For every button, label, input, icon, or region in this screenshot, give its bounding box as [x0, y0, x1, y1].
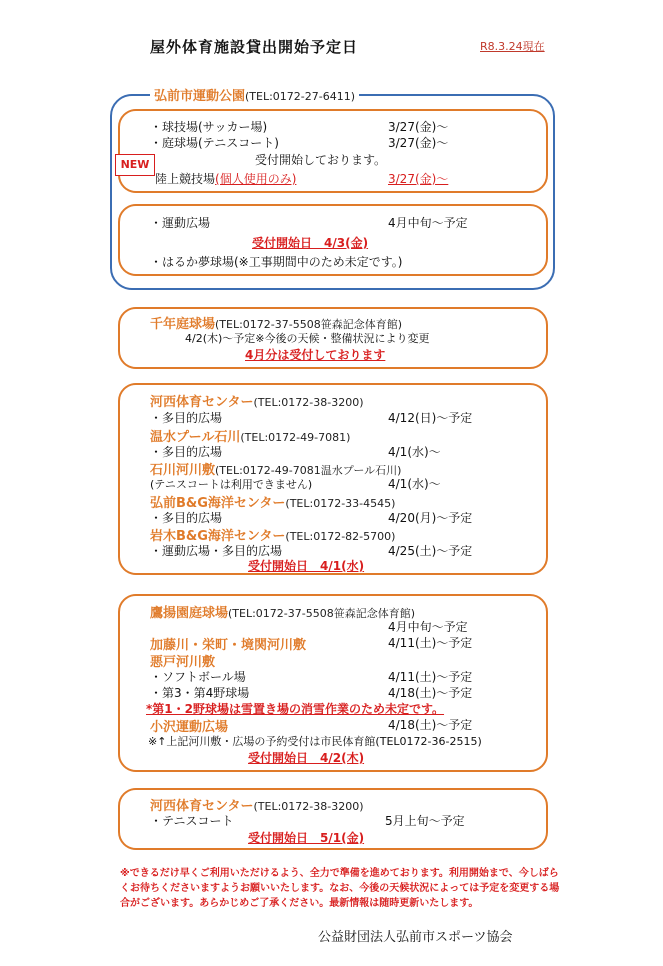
organization-name: 公益財団法人弘前市スポーツ協会 — [318, 930, 513, 945]
row-date: 4月中旬～予定 — [388, 216, 468, 230]
row-date: 4/12(日)～予定 — [388, 411, 473, 425]
facility-name: 岩木B&G海洋センター — [150, 529, 286, 544]
facility-name: 弘前B&G海洋センター — [150, 496, 286, 511]
section-header — [150, 602, 415, 621]
info-note: ※↑上記河川敷・広場の予約受付は市民体育館(TEL0172-36-2515) — [148, 735, 482, 748]
row-date: 3/27(金)～ — [388, 136, 449, 150]
row-label: ・庭球場(テニスコート) — [150, 136, 279, 150]
tel-number: (TEL:0172-38-3200) — [253, 396, 364, 409]
footnote: ※できるだけ早くご利用いただけるよう、全力で準備を進めております。利用開始まで、今しばらくお待ちくださいますようお願いいたします。なお、今後の天候状況によっては予定を変更する場合がございます。あらかじめご了承ください。最新情報は随時更新いたします。 — [120, 868, 560, 909]
section-header — [150, 391, 364, 410]
row-label — [155, 170, 296, 187]
row-date: 4/11(土)～予定 — [388, 670, 473, 684]
facility-name: 弘前市運動公園 — [154, 89, 246, 104]
tel-number: (TEL:0172-49-7081) — [240, 431, 351, 444]
row-label: ・第3・第4野球場 — [150, 686, 250, 700]
page-title: 屋外体育施設貸出開始予定日 — [150, 38, 359, 56]
usage-note: (個人使用のみ) — [215, 172, 297, 186]
row-date: 4/1(水)～ — [388, 477, 441, 491]
row-note: 受付開始しております。 — [255, 153, 387, 167]
tel-number: (TEL:0172-33-4545) — [285, 497, 396, 510]
facility-name: 温水プール石川 — [150, 430, 241, 445]
row-date: 4/2(木)～予定※今後の天候・整備状況により変更 — [185, 332, 430, 345]
row-date: 4/25(土)～予定 — [388, 544, 473, 558]
row-date: 4/18(土)～予定 — [388, 686, 473, 700]
facility-name: 河西体育センター — [150, 395, 254, 410]
row-date: 4/20(月)～予定 — [388, 511, 473, 525]
as-of-date: R8.3.24現在 — [480, 40, 545, 53]
facility-name: 千年庭球場 — [150, 317, 216, 332]
facility-name: 小沢運動広場 — [150, 720, 229, 735]
row-date: 4/1(水)～ — [388, 445, 441, 459]
reception-start: 4月分は受付しております — [245, 348, 386, 362]
tel-number: (TEL:0172-38-3200) — [253, 800, 364, 813]
reception-start: 受付開始日 4/1(水) — [248, 559, 365, 573]
facility-name: 鷹揚園庭球場 — [150, 606, 229, 621]
row-label: ・運動広場 — [150, 216, 211, 230]
row-label: ・多目的広場 — [150, 511, 223, 525]
reception-start: 受付開始日 4/3(金) — [252, 236, 369, 250]
row-date: 3/27(金)～ — [388, 172, 449, 186]
tel-number: (TEL:0172-37-5508笹森記念体育館) — [215, 318, 403, 331]
facility-name: 石川河川敷 — [150, 463, 216, 478]
row-date: 4月中旬～予定 — [388, 620, 468, 634]
facility-name: 加藤川・栄町・境関河川敷 — [150, 638, 307, 653]
facility-label: 陸上競技場 — [155, 172, 216, 186]
tel-number: (TEL:0172-49-7081温水プール石川) — [215, 464, 402, 477]
row-date: 3/27(金)～ — [388, 120, 449, 134]
tel-number: (TEL:0172-82-5700) — [285, 530, 396, 543]
row-label: ・球技場(サッカー場) — [150, 120, 268, 134]
tel-number: (TEL:0172-27-6411) — [245, 90, 356, 103]
row-date: 5月上旬～予定 — [385, 814, 465, 828]
new-badge: NEW — [115, 154, 155, 176]
row-label: ・テニスコート — [150, 814, 234, 828]
row-label: ・はるか夢球場(※工事期間中のため未定です。) — [150, 255, 403, 269]
warning-note: *第1・2野球場は雪置き場の消雪作業のため未定です。 — [146, 702, 445, 716]
row-label: ・ソフトボール場 — [150, 670, 246, 684]
row-label: ・運動広場・多目的広場 — [150, 544, 283, 558]
section-header — [150, 85, 359, 104]
facility-name: 河西体育センター — [150, 799, 254, 814]
row-label: (テニスコートは利用できません) — [150, 478, 313, 491]
row-date: 4/11(土)～予定 — [388, 636, 473, 650]
reception-start: 受付開始日 4/2(木) — [248, 751, 365, 765]
row-date: 4/18(土)～予定 — [388, 718, 473, 732]
facility-name: 悪戸河川敷 — [150, 655, 216, 670]
row-label: ・多目的広場 — [150, 411, 223, 425]
tel-number: (TEL:0172-37-5508笹森記念体育館) — [228, 607, 416, 620]
reception-start: 受付開始日 5/1(金) — [248, 831, 365, 845]
row-label: ・多目的広場 — [150, 445, 223, 459]
